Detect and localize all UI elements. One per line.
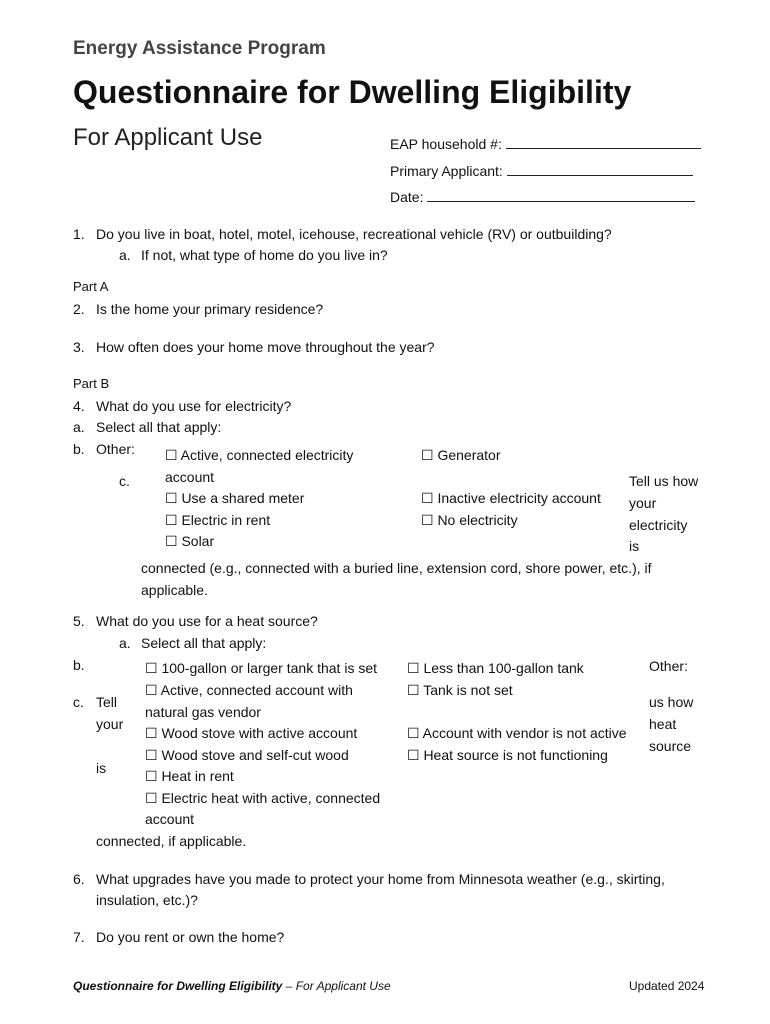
page-subtitle: For Applicant Use xyxy=(73,124,263,151)
q5c-right-3: source xyxy=(649,738,692,754)
q4-number: 4. xyxy=(73,398,85,414)
footer-title-bold: Questionnaire for Dwelling Eligibility xyxy=(73,979,283,993)
q5c-right-2: heat xyxy=(649,716,677,732)
program-name: Energy Assistance Program xyxy=(73,38,326,59)
q7-number: 7. xyxy=(73,929,85,945)
eap-household-label: EAP household #: xyxy=(390,136,502,152)
date-label: Date: xyxy=(390,189,424,205)
footer-subtitle: – For Applicant Use xyxy=(282,979,391,993)
q5-option-vendor-inactive[interactable]: ☐ Account with vendor is not active xyxy=(407,725,627,741)
footer-title xyxy=(73,978,391,994)
q1a-number: a. xyxy=(119,247,131,263)
q4b-number: b. xyxy=(73,441,85,457)
q1-text: Do you live in boat, hotel, motel, icehouse, recreational vehicle (RV) or outbuilding? xyxy=(96,226,612,242)
primary-applicant-line[interactable] xyxy=(507,162,693,176)
q4-option-generator[interactable]: ☐ Generator xyxy=(421,447,501,463)
q7-text: Do you rent or own the home? xyxy=(96,929,285,945)
q4c-text-4: is xyxy=(629,538,640,554)
q4-option-no-electricity[interactable]: ☐ No electricity xyxy=(421,512,518,528)
q6-text-2: insulation, etc.)? xyxy=(96,892,198,908)
date-line[interactable] xyxy=(427,188,695,202)
q4c-text-2: your xyxy=(629,495,657,511)
q4-option-active-electricity-cont: account xyxy=(165,469,215,485)
q4b-text: Other: xyxy=(96,441,135,457)
part-a-heading: Part A xyxy=(73,279,109,294)
q5-option-gas-vendor[interactable]: ☐ Active, connected account with xyxy=(145,682,353,698)
q4c-text-5: connected (e.g., connected with a buried line, extension cord, shore power, etc.), if xyxy=(141,560,652,576)
q1a-text: If not, what type of home do you live in? xyxy=(141,247,388,263)
q4-option-active-electricity[interactable]: ☐ Active, connected electricity xyxy=(165,447,354,463)
q5c-right-1: us how xyxy=(649,694,694,710)
q4c-text-1: Tell us how xyxy=(629,473,699,489)
page-title: Questionnaire for Dwelling Eligibility xyxy=(73,74,632,110)
q5-option-large-tank[interactable]: ☐ 100-gallon or larger tank that is set xyxy=(145,660,378,676)
eap-household-field[interactable] xyxy=(390,134,701,154)
q1-number: 1. xyxy=(73,226,85,242)
primary-applicant-field[interactable] xyxy=(390,161,693,181)
q4a-text: Select all that apply: xyxy=(96,419,222,435)
q5c-left-3: is xyxy=(96,760,107,776)
q2-number: 2. xyxy=(73,301,85,317)
q5-number: 5. xyxy=(73,613,85,629)
q4-option-electric-in-rent[interactable]: ☐ Electric in rent xyxy=(165,512,271,528)
q6-text-1: What upgrades have you made to protect your home from Minnesota weather (e.g., skirting, xyxy=(96,871,665,887)
part-b-heading: Part B xyxy=(73,376,110,391)
footer-updated: Updated 2024 xyxy=(629,979,705,993)
q2-text: Is the home your primary residence? xyxy=(96,301,324,317)
q5-other-label: Other: xyxy=(649,658,688,674)
q5a-text: Select all that apply: xyxy=(141,635,267,651)
q5-option-heat-in-rent[interactable]: ☐ Heat in rent xyxy=(145,768,234,784)
q5-option-electric-heat-cont: account xyxy=(145,811,195,827)
q6-number: 6. xyxy=(73,871,85,887)
primary-applicant-label: Primary Applicant: xyxy=(390,163,503,179)
q4-text: What do you use for electricity? xyxy=(96,398,292,414)
q3-number: 3. xyxy=(73,339,85,355)
q5-option-gas-vendor-cont: natural gas vendor xyxy=(145,704,261,720)
q5-option-wood-stove-self[interactable]: ☐ Wood stove and self-cut wood xyxy=(145,747,349,763)
q5-option-tank-not-set[interactable]: ☐ Tank is not set xyxy=(407,682,513,698)
q4a-number: a. xyxy=(73,419,85,435)
q4-option-solar[interactable]: ☐ Solar xyxy=(165,533,215,549)
q5c-bottom: connected, if applicable. xyxy=(96,833,247,849)
q5a-number: a. xyxy=(119,635,131,651)
q4-option-inactive-account[interactable]: ☐ Inactive electricity account xyxy=(421,490,601,506)
q3-text: How often does your home move throughout the year? xyxy=(96,339,435,355)
q5-option-not-functioning[interactable]: ☐ Heat source is not functioning xyxy=(407,747,608,763)
q5c-number: c. xyxy=(73,694,84,710)
q4c-number: c. xyxy=(119,473,130,489)
q5-option-electric-heat[interactable]: ☐ Electric heat with active, connected xyxy=(145,790,381,806)
q5-option-wood-stove-account[interactable]: ☐ Wood stove with active account xyxy=(145,725,358,741)
q5b-number: b. xyxy=(73,657,85,673)
q4c-text-6: applicable. xyxy=(141,582,208,598)
q5c-left-1: Tell xyxy=(96,694,118,710)
q5-option-small-tank[interactable]: ☐ Less than 100-gallon tank xyxy=(407,660,584,676)
q4-option-shared-meter[interactable]: ☐ Use a shared meter xyxy=(165,490,305,506)
q5-text: What do you use for a heat source? xyxy=(96,613,318,629)
q5c-left-2: your xyxy=(96,716,124,732)
eap-household-line[interactable] xyxy=(506,135,701,149)
q4c-text-3: electricity xyxy=(629,517,688,533)
date-field[interactable] xyxy=(390,187,695,207)
